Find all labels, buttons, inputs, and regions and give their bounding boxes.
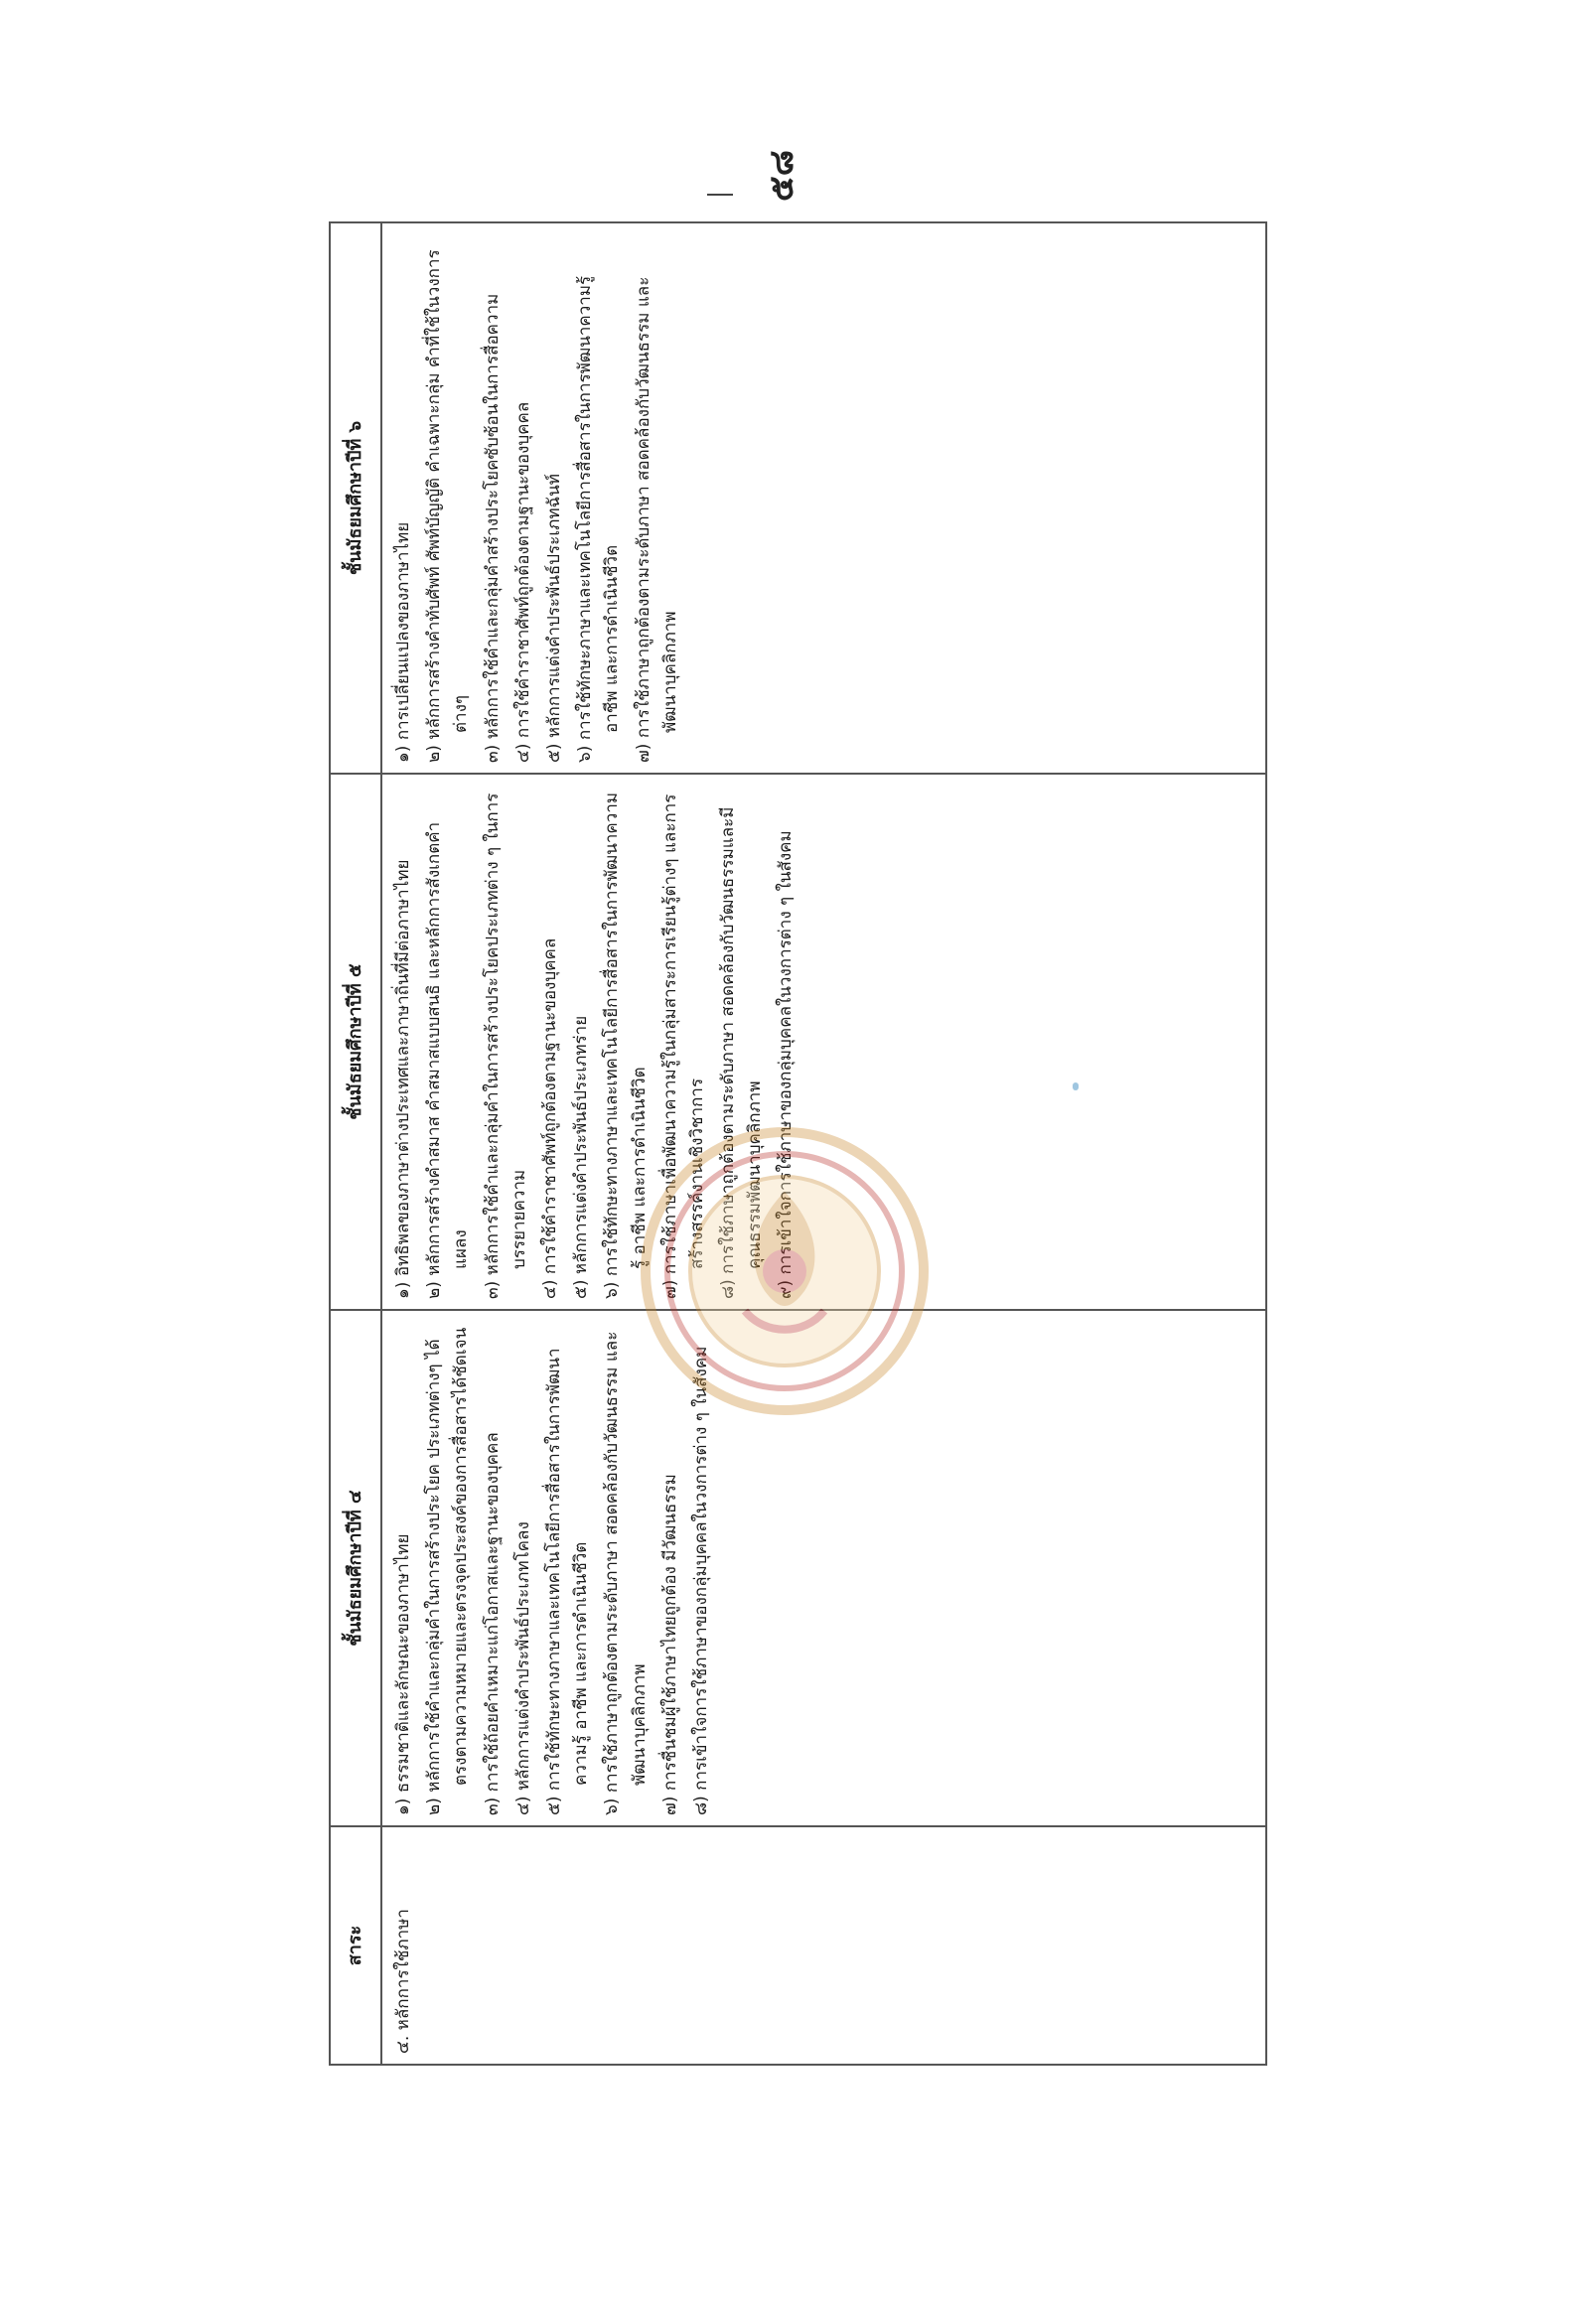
- list-item: ๕) หลักการแต่งคำประพันธ์ประเภทร่าย: [571, 1015, 592, 1299]
- list-item: ๑) ธรรมชาติและลักษณะของภาษาไทย: [393, 1533, 413, 1815]
- list-item: ๔) หลักการแต่งคำประพันธ์ประเภทโคลง: [512, 1521, 533, 1815]
- list-item: ๒) หลักการใช้คำและกลุ่มคำในการสร้างประโยค ประเภทต่างๆ ได้ตรงตามความหมายและตรงจุดประสงค์ของการสื่อสารได้ชัดเจน: [424, 1327, 472, 1815]
- curriculum-table-wrapper: [329, 223, 1267, 2066]
- list-item: ๔) การใช้คำราชาศัพท์ถูกต้องตามฐานะของบุคคล: [512, 401, 533, 763]
- list-item: ๔) การใช้คำราชาศัพท์ถูกต้องตามฐานะของบุคคล: [539, 937, 560, 1299]
- table-header-row: [330, 222, 381, 2065]
- cell-subject: [381, 1826, 1266, 2065]
- list-item: ๘) การใช้ภาษาถูกต้องตามระดับภาษา สอดคล้องกับวัฒนธรรมและมีคุณธรรมพัฒนาบุคลิกภาพ: [718, 806, 766, 1299]
- cell-grade6: [381, 222, 1266, 774]
- header-grade6: ชั้นมัธยมศึกษาปีที่ ๖: [330, 222, 381, 774]
- list-item: ๑) อิทธิพลของภาษาต่างประเทศและภาษาถิ่นที่มีต่อภาษาไทย: [393, 859, 413, 1299]
- page-number-rule: [707, 194, 733, 196]
- curriculum-table: [329, 221, 1267, 2066]
- list-item: ๕) การใช้ทักษะทางภาษาและเทคโนโลยีการสื่อสารในการพัฒนาความรู้ อาชีพ และการดำเนินชีวิต: [543, 1348, 592, 1815]
- list-item: ๒) หลักการสร้างคำสมาส คำสมาสแบบสนธิ และหลักการสังเกตคำแผลง: [424, 821, 472, 1299]
- header-subject: สาระ: [330, 1826, 381, 2065]
- list-item: ๕) หลักการแต่งคำประพันธ์ประเภทฉันท์: [543, 474, 564, 763]
- cell-grade5: [381, 774, 1266, 1310]
- list-item: ๖) การใช้ภาษาถูกต้องตามระดับภาษา สอดคล้องกับวัฒนธรรม และพัฒนาบุคลิกภาพ: [602, 1331, 650, 1815]
- list-item: ๑) การเปลี่ยนแปลงของภาษาไทย: [393, 521, 413, 763]
- list-item: ๗) การใช้ภาษาเพื่อพัฒนาความรู้ในกลุ่มสาระการเรียนรู้ต่างๆ และการสร้างสรรค์งานเชิงวิชาการ: [659, 793, 707, 1299]
- list-item: ๗) การใช้ภาษาถูกต้องตามระดับภาษา สอดคล้องกับวัฒนธรรม และพัฒนาบุคลิกภาพ: [633, 276, 680, 763]
- cell-grade4: [381, 1310, 1266, 1826]
- list-item: ๓) หลักการใช้คำและกลุ่มคำในการสร้างประโยคประเภทต่าง ๆ ในการบรรยายความ: [482, 792, 529, 1299]
- page-number: ๕๘: [761, 150, 801, 202]
- table-row: [381, 222, 1266, 2065]
- header-grade4: ชั้นมัธยมศึกษาปีที่ ๔: [330, 1310, 381, 1826]
- list-item: ๓) การใช้ถ้อยคำเหมาะแก่โอกาสและฐานะของบุคคล: [482, 1432, 503, 1815]
- list-item: ๖) การใช้ทักษะภาษาและเทคโนโลยีการสื่อสารในการพัฒนาความรู้ อาชีพ และการดำเนินชีวิต: [575, 275, 623, 763]
- header-grade5: ชั้นมัธยมศึกษาปีที่ ๕: [330, 774, 381, 1310]
- subject-label: ๔. หลักการใช้ภาษา: [393, 1909, 413, 2054]
- list-item: ๙) การเข้าใจการใช้ภาษาของกลุ่มบุคคลในวงการต่าง ๆ ในสังคม: [776, 830, 797, 1299]
- list-item: ๘) การเข้าใจการใช้ภาษาของกลุ่มบุคคลในวงการต่าง ๆ ในสังคม: [690, 1346, 711, 1815]
- scan-speck: [1073, 1082, 1079, 1090]
- list-item: ๒) หลักการสร้างคำทับศัพท์ ศัพท์บัญญัติ คำเฉพาะกลุ่ม คำที่ใช้ในวงการต่างๆ: [424, 249, 472, 763]
- list-item: ๖) การใช้ทักษะทางภาษาและเทคโนโลยีการสื่อสารในการพัฒนาความรู้ อาชีพ และการดำเนินชีวิต: [602, 792, 650, 1299]
- list-item: ๓) หลักการใช้คำและกลุ่มคำสร้างประโยคซับซ้อนในการสื่อความ: [482, 293, 503, 763]
- list-item: ๗) การชื่นชมผู้ใช้ภาษาไทยถูกต้อง มีวัฒนธรรม: [659, 1474, 680, 1815]
